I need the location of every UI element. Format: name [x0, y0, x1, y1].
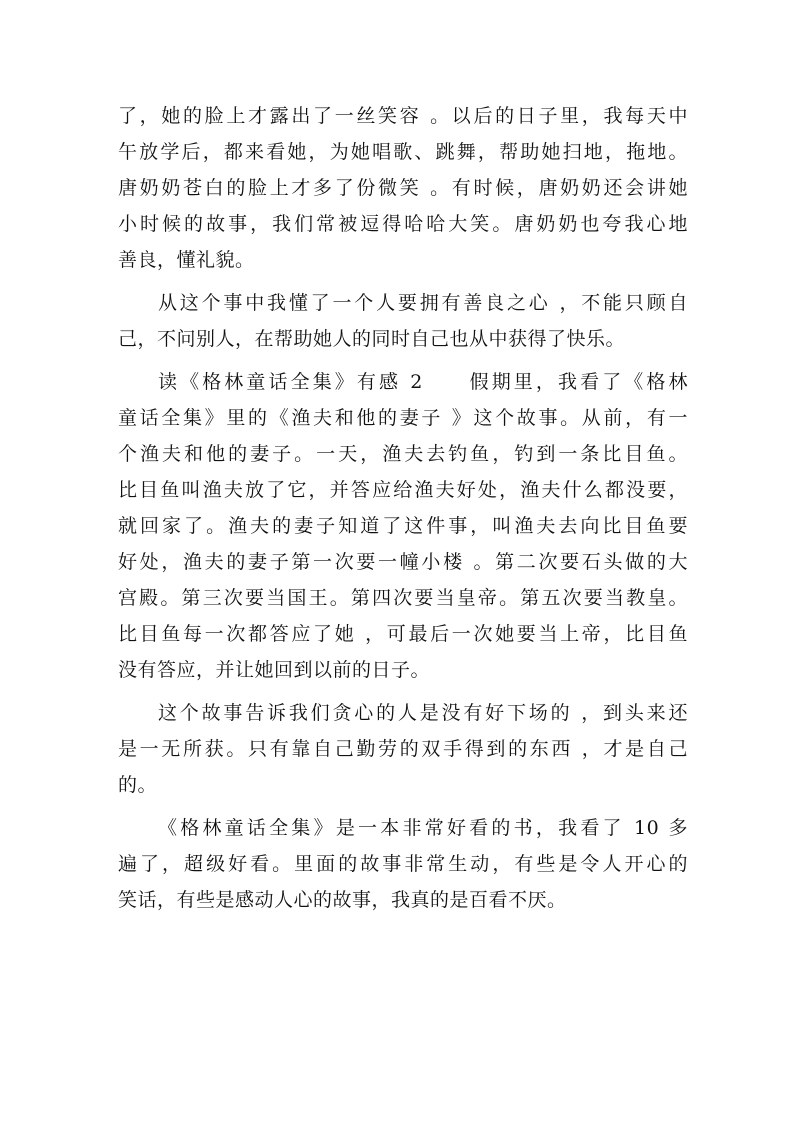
document-body [118, 98, 688, 918]
text-line: 这个故事告诉我们贪心的人是没有好下场的 ，到头来还 [158, 702, 688, 724]
text-line: 唐奶奶苍白的脸上才多了份微笑 。有时候，唐奶奶还会讲她 [118, 177, 688, 199]
text-line: 比目鱼叫渔夫放了它，并答应给渔夫好处，渔夫什么都没要， [118, 479, 688, 501]
text-line: 的。 [118, 774, 158, 796]
text-line: 就回家了。渔夫的妻子知道了这件事，叫渔夫去向比目鱼要 [118, 515, 688, 537]
paragraph [118, 98, 688, 278]
text-line: 个渔夫和他的妻子。一天，渔夫去钓鱼，钓到一条比目鱼。 [118, 443, 688, 465]
text-line: 《格林童话全集》是一本非常好看的书，我看了 10 多 [158, 817, 688, 839]
text-line: 是一无所获。只有靠自己勤劳的双手得到的东西 ，才是自己 [118, 738, 688, 760]
paragraph [118, 810, 688, 918]
text-line: 己，不问别人，在帮助她人的同时自己也从中获得了快乐。 [118, 328, 626, 350]
paragraph [118, 285, 688, 357]
text-line: 从这个事中我懂了一个人要拥有善良之心 ，不能只顾自 [158, 292, 688, 314]
text-line: 午放学后，都来看她，为她唱歌、跳舞，帮助她扫地，拖地。 [118, 141, 688, 163]
text-line: 遍了，超级好看。里面的故事非常生动，有些是令人开心的 [118, 853, 688, 875]
text-line: 了，她的脸上才露出了一丝笑容 。以后的日子里，我每天中 [118, 105, 688, 127]
paragraph [118, 364, 688, 688]
paragraph [118, 695, 688, 803]
text-line: 童话全集》里的《渔夫和他的妻子 》这个故事。从前，有一 [118, 407, 688, 429]
text-line: 小时候的故事，我们常被逗得哈哈大笑。唐奶奶也夸我心地 [118, 213, 688, 235]
text-line: 比目鱼每一次都答应了她 ，可最后一次她要当上帝，比目鱼 [118, 623, 688, 645]
text-line: 没有答应，并让她回到以前的日子。 [118, 659, 431, 681]
text-line: 宫殿。第三次要当国王。第四次要当皇帝。第五次要当教皇。 [118, 587, 688, 609]
text-line: 读《格林童话全集》有感 2 假期里，我看了《格林 [158, 371, 688, 393]
text-line: 好处，渔夫的妻子第一次要一幢小楼 。第二次要石头做的大 [118, 551, 688, 573]
text-line: 笑话，有些是感动人心的故事，我真的是百看不厌。 [118, 889, 567, 911]
text-line: 善良，懂礼貌。 [118, 249, 255, 271]
